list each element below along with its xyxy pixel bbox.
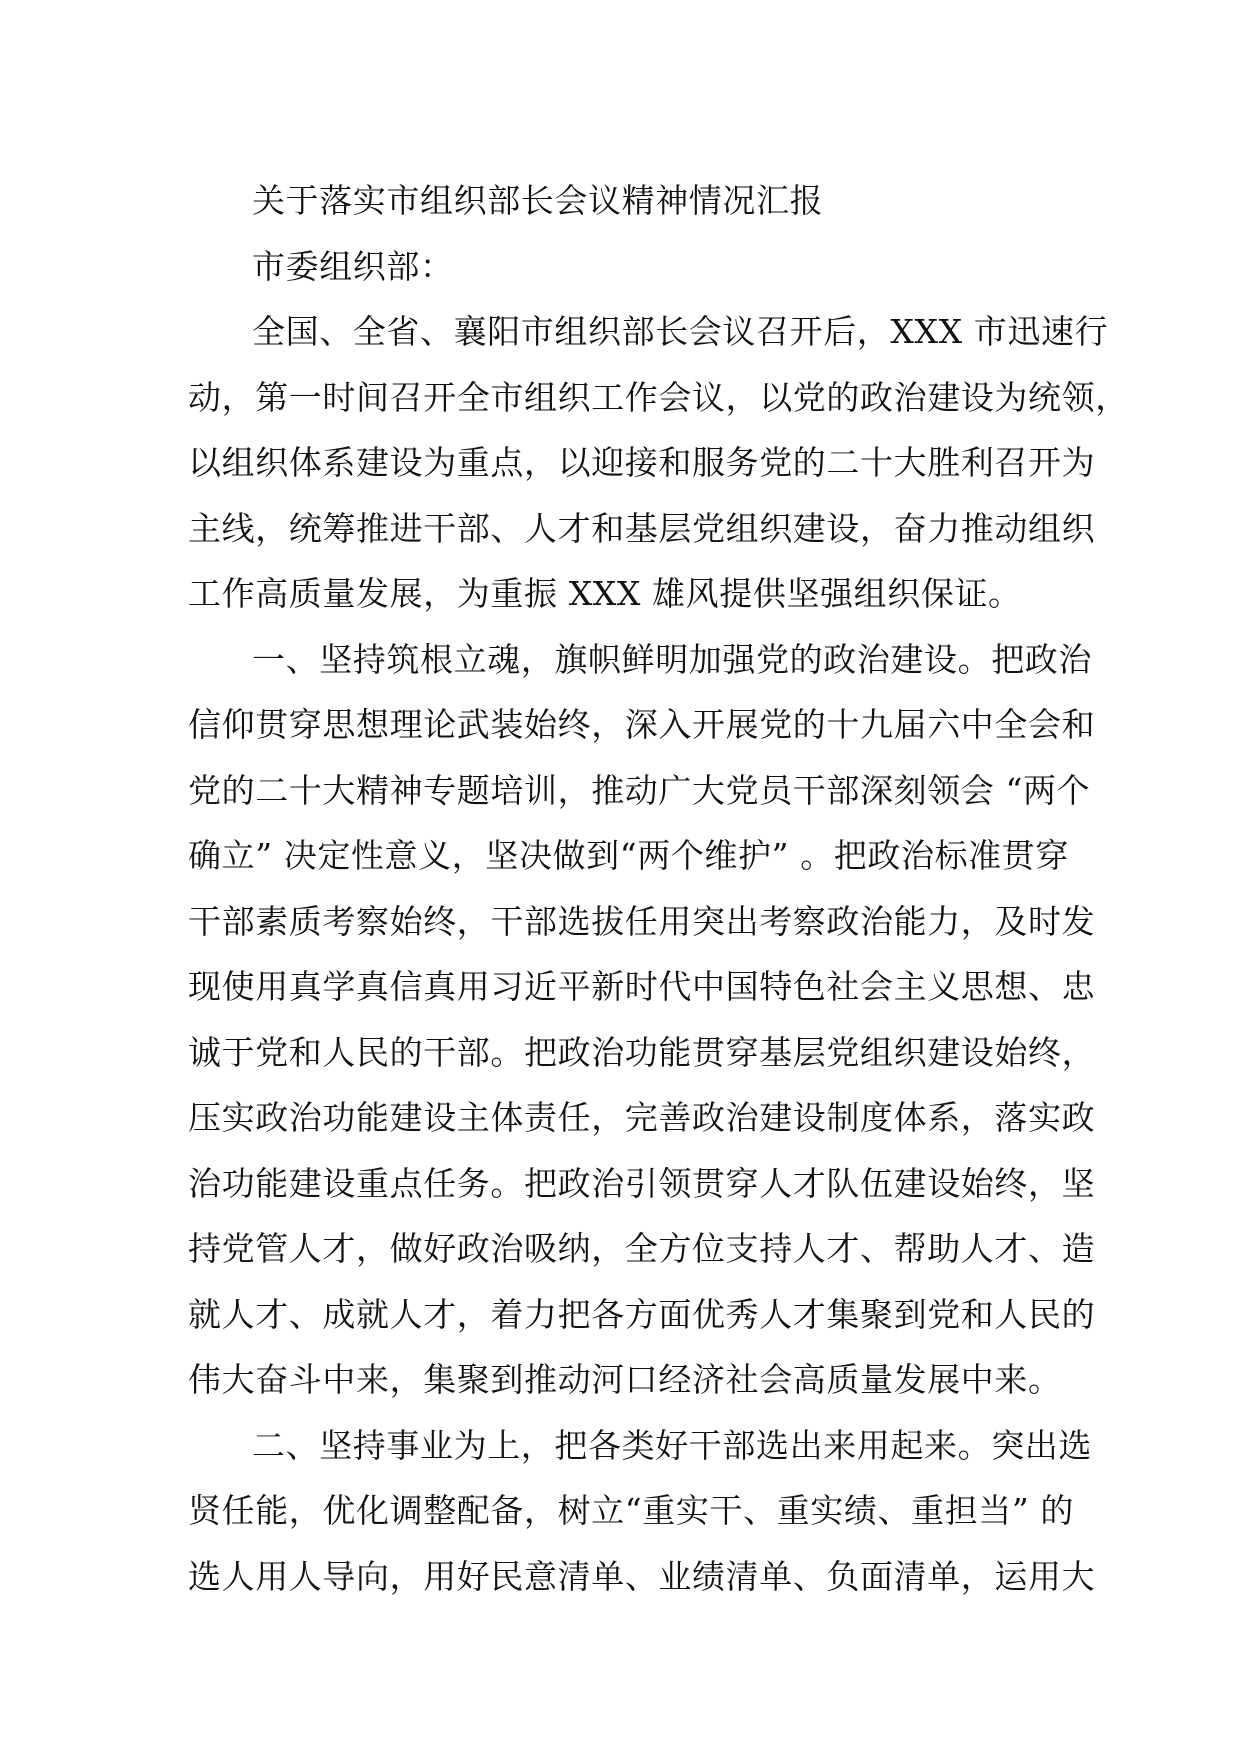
paragraph-line: 二、坚持事业为上，把各类好干部选出来用起来。突出选: [252, 1425, 1092, 1465]
paragraph-line: 全国、全省、襄阳市组织部长会议召开后，XXX 市迅速行: [252, 312, 1109, 351]
paragraph-line: 伟大奋斗中来，集聚到推动河口经济社会高质量发展中来。: [188, 1360, 1062, 1399]
paragraph-line: 党的二十大精神专题培训，推动广大党员干部深刻领会 “两个: [188, 770, 1091, 810]
paragraph-line: 贤任能，优化调整配备，树立“重实干、重实绩、重担当” 的: [188, 1491, 1075, 1530]
document-body: [188, 168, 1129, 1609]
paragraph-line: 干部素质考察始终，干部选拔任用突出考察政治能力，及时发: [188, 901, 1096, 941]
paragraph-line: 动，第一时间召开全市组织工作会议，以党的政治建设为统领，: [188, 377, 1129, 417]
paragraph-line: 现使用真学真信真用习近平新时代中国特色社会主义思想、忠: [188, 967, 1096, 1006]
paragraph-line: 一、坚持筑根立魂，旗帜鲜明加强党的政治建设。把政治: [252, 639, 1092, 679]
paragraph-line: 诚于党和人民的干部。把政治功能贯穿基层党组织建设始终，: [188, 1032, 1096, 1072]
paragraph-section-two: [188, 1413, 1096, 1610]
paragraph-line: 持党管人才，做好政治吸纳，全方位支持人才、帮助人才、造: [188, 1229, 1096, 1268]
paragraph-line: 治功能建设重点任务。把政治引领贯穿人才队伍建设始终，坚: [188, 1163, 1096, 1203]
paragraph-line: 压实政治功能建设主体责任，完善政治建设制度体系，落实政: [188, 1098, 1096, 1137]
paragraph-intro: [188, 299, 1129, 627]
recipient-line: 市委组织部：: [252, 246, 454, 286]
paragraph-line: 以组织体系建设为重点，以迎接和服务党的二十大胜利召开为: [188, 443, 1096, 482]
paragraph-line: 工作高质量发展，为重振 XXX 雄风提供坚强组织保证。: [188, 574, 1022, 613]
paragraph-line: 主线，统筹推进干部、人才和基层党组织建设，奋力推动组织: [188, 508, 1096, 548]
paragraph-line: 选人用人导向，用好民意清单、业绩清单、负面清单，运用大: [188, 1556, 1096, 1596]
paragraph-line: 就人才、成就人才，着力把各方面优秀人才集聚到党和人民的: [188, 1294, 1096, 1334]
paragraph-line: 信仰贯穿思想理论武装始终，深入开展党的十九届六中全会和: [188, 705, 1096, 744]
paragraph-section-one: [188, 627, 1096, 1413]
document-title: 关于落实市组织部长会议精神情况汇报: [252, 181, 824, 220]
paragraph-line: 确立” 决定性意义，坚决做到“两个维护” 。把政治标准贯穿: [188, 836, 1069, 875]
